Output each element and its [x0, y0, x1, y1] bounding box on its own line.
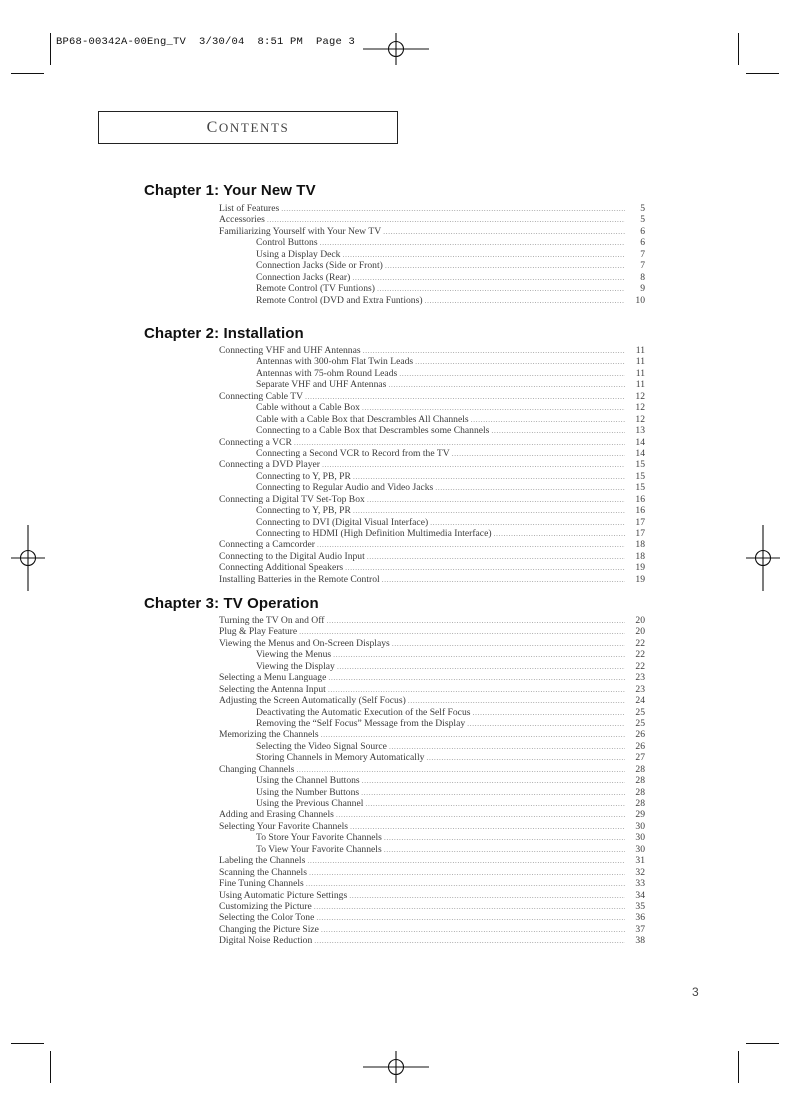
- chapter-3-entries: [219, 615, 645, 947]
- toc-entry-label: Cable without a Cable Box: [219, 402, 362, 413]
- toc-entry-label: Remote Control (TV Funtions): [219, 283, 377, 294]
- dot-leader: [435, 482, 625, 493]
- toc-entry-label: Installing Batteries in the Remote Control: [219, 573, 380, 585]
- dot-leader: [314, 935, 625, 946]
- toc-entry-page: 35: [635, 900, 645, 912]
- dot-leader: [365, 798, 625, 809]
- chapter-heading: Chapter 2: Installation: [144, 325, 304, 342]
- toc-entry-label: Connection Jacks (Rear): [219, 272, 352, 283]
- toc-entry-label: Selecting the Video Signal Source: [219, 741, 389, 752]
- dot-leader: [494, 528, 625, 539]
- dot-leader: [384, 844, 625, 855]
- dot-leader: [296, 764, 625, 775]
- crop-mark-top-left-horizontal: [11, 73, 44, 74]
- dot-leader: [377, 283, 625, 294]
- toc-entry-page: 34: [635, 889, 645, 901]
- dot-leader: [294, 437, 625, 448]
- dot-leader: [349, 890, 625, 901]
- toc-entry[interactable]: [219, 901, 645, 912]
- toc-entry-page: 17: [635, 528, 645, 539]
- toc-entry-label: Connecting to HDMI (High Definition Multimedia Interface): [219, 528, 494, 539]
- toc-entry-label: Using a Display Deck: [219, 249, 342, 260]
- toc-entry[interactable]: [219, 649, 645, 660]
- toc-entry-page: 36: [635, 912, 645, 924]
- crop-mark-bottom-right-horizontal: [746, 1043, 779, 1044]
- toc-entry-page: 6: [640, 225, 645, 237]
- toc-entry-label: Connecting Cable TV: [219, 390, 304, 402]
- toc-entry[interactable]: [219, 832, 645, 843]
- dot-leader: [452, 448, 625, 459]
- dot-leader: [326, 615, 625, 626]
- toc-entry[interactable]: [219, 718, 645, 729]
- dot-leader: [399, 368, 625, 379]
- dot-leader: [389, 741, 625, 752]
- toc-entry-label: Connecting VHF and UHF Antennas: [219, 345, 361, 356]
- toc-entry-page: 5: [640, 203, 645, 214]
- toc-entry-label: Connecting a Second VCR to Record from the TV: [219, 448, 452, 459]
- toc-entry[interactable]: [219, 924, 645, 935]
- dot-leader: [384, 832, 625, 843]
- toc-entry-page: 17: [635, 516, 645, 528]
- crop-mark-bottom-right-vertical: [738, 1051, 739, 1083]
- dot-leader: [306, 878, 625, 889]
- toc-entry[interactable]: [219, 448, 645, 459]
- dot-leader: [320, 237, 625, 248]
- toc-entry[interactable]: [219, 249, 645, 260]
- toc-entry[interactable]: [219, 402, 645, 413]
- toc-entry-label: Connecting a Camcorder: [219, 539, 315, 551]
- toc-entry[interactable]: [219, 551, 645, 562]
- toc-entry[interactable]: [219, 272, 645, 283]
- contents-title-box: [98, 111, 398, 144]
- toc-entry-label: Fine Tuning Channels: [219, 878, 304, 890]
- toc-entry[interactable]: [219, 414, 645, 425]
- dot-leader: [392, 638, 625, 649]
- toc-entry-page: 30: [635, 832, 645, 844]
- registration-mark-top-icon: [363, 30, 429, 68]
- dot-leader: [328, 672, 625, 683]
- dot-leader: [322, 459, 625, 470]
- toc-entry[interactable]: [219, 935, 645, 946]
- toc-entry-label: Selecting the Color Tone: [219, 912, 315, 924]
- toc-entry-label: Accessories: [219, 214, 265, 226]
- crop-mark-bottom-left-vertical: [50, 1051, 51, 1083]
- dot-leader: [307, 855, 625, 866]
- toc-entry-label: Connecting to Regular Audio and Video Jacks: [219, 482, 435, 493]
- toc-entry-label: Plug & Play Feature: [219, 626, 298, 638]
- toc-entry-page: 23: [635, 683, 645, 695]
- dot-leader: [281, 203, 625, 214]
- toc-entry[interactable]: [219, 437, 645, 448]
- toc-entry-label: Adjusting the Screen Automatically (Self Focus): [219, 695, 406, 707]
- toc-entry[interactable]: [219, 844, 645, 855]
- dot-leader: [321, 924, 625, 935]
- toc-entry-label: Connecting to DVI (Digital Visual Interface): [219, 517, 430, 528]
- contents-title: CONTENTS: [206, 118, 290, 136]
- toc-entry-page: 23: [635, 672, 645, 684]
- toc-entry-label: Deactivating the Automatic Execution of the Self Focus: [219, 707, 472, 718]
- toc-entry-label: Connecting a Digital TV Set-Top Box: [219, 493, 365, 505]
- dot-leader: [352, 272, 625, 283]
- toc-entry-label: Remote Control (DVD and Extra Funtions): [219, 295, 425, 306]
- chapter-2-entries: [219, 345, 645, 585]
- toc-entry-label: Connecting a DVD Player: [219, 459, 320, 471]
- toc-entry-label: Scanning the Channels: [219, 866, 307, 878]
- toc-entry[interactable]: [219, 729, 645, 740]
- dot-leader: [426, 752, 625, 763]
- toc-entry-page: 28: [635, 798, 645, 809]
- dot-leader: [321, 729, 625, 740]
- toc-entry-label: Adding and Erasing Channels: [219, 809, 334, 821]
- toc-entry-page: 25: [635, 706, 645, 718]
- toc-entry-page: 28: [635, 786, 645, 798]
- toc-entry-page: 15: [635, 482, 645, 494]
- toc-entry-label: Removing the “Self Focus” Message from the Display: [219, 718, 467, 729]
- toc-entry-page: 24: [635, 695, 645, 707]
- dot-leader: [342, 249, 625, 260]
- print-slug: BP68-00342A-00Eng_TV 3/30/04 8:51 PM Page 3: [56, 36, 356, 48]
- toc-entry-label: Using the Number Buttons: [219, 787, 361, 798]
- dot-leader: [415, 356, 625, 367]
- toc-entry-page: 38: [635, 935, 645, 947]
- toc-entry-page: 10: [635, 294, 645, 306]
- toc-entry-page: 25: [635, 717, 645, 729]
- toc-entry[interactable]: [219, 707, 645, 718]
- toc-entry[interactable]: [219, 260, 645, 271]
- page-number: 3: [692, 985, 699, 999]
- toc-entry-label: Control Buttons: [219, 237, 320, 248]
- toc-entry[interactable]: [219, 539, 645, 550]
- toc-entry[interactable]: [219, 391, 645, 402]
- toc-entry-page: 8: [640, 271, 645, 283]
- toc-entry-page: 19: [635, 573, 645, 585]
- dot-leader: [385, 260, 625, 271]
- toc-entry-label: Separate VHF and UHF Antennas: [219, 379, 388, 390]
- toc-entry[interactable]: [219, 471, 645, 482]
- toc-entry-label: Viewing the Menus: [219, 649, 333, 660]
- dot-leader: [363, 345, 625, 356]
- toc-entry-page: 11: [635, 379, 645, 391]
- dot-leader: [314, 901, 625, 912]
- toc-entry-label: Changing the Picture Size: [219, 923, 319, 935]
- toc-entry-page: 19: [635, 562, 645, 574]
- dot-leader: [471, 414, 625, 425]
- dot-leader: [408, 695, 625, 706]
- toc-entry[interactable]: [219, 459, 645, 470]
- toc-entry-page: 28: [635, 775, 645, 787]
- toc-entry-label: Using Automatic Picture Settings: [219, 889, 348, 901]
- toc-entry-page: 27: [635, 752, 645, 764]
- toc-entry-label: Connecting to a Cable Box that Descrambles some Channels: [219, 425, 491, 436]
- dot-leader: [345, 562, 625, 573]
- dot-leader: [491, 425, 625, 436]
- toc-entry[interactable]: [219, 562, 645, 573]
- toc-entry-page: 26: [635, 740, 645, 752]
- toc-entry[interactable]: [219, 638, 645, 649]
- toc-entry-label: List of Features: [219, 203, 280, 214]
- toc-entry-page: 16: [635, 505, 645, 517]
- dot-leader: [305, 391, 625, 402]
- toc-entry[interactable]: [219, 295, 645, 306]
- toc-entry-page: 30: [635, 820, 645, 832]
- dot-leader: [382, 574, 625, 585]
- toc-entry[interactable]: [219, 890, 645, 901]
- dot-leader: [299, 626, 625, 637]
- toc-entry-label: To View Your Favorite Channels: [219, 844, 384, 855]
- toc-entry-page: 18: [635, 539, 645, 551]
- toc-entry-label: Cable with a Cable Box that Descrambles All Channels: [219, 414, 471, 425]
- dot-leader: [367, 494, 625, 505]
- crop-mark-top-right-horizontal: [746, 73, 779, 74]
- toc-entry-page: 6: [640, 237, 645, 249]
- crop-mark-top-right-vertical: [738, 33, 739, 65]
- dot-leader: [353, 505, 625, 516]
- toc-entry[interactable]: [219, 809, 645, 820]
- toc-entry-page: 12: [635, 413, 645, 425]
- toc-entry[interactable]: [219, 283, 645, 294]
- toc-entry-label: Using the Channel Buttons: [219, 775, 362, 786]
- dot-leader: [361, 787, 625, 798]
- toc-entry-page: 7: [640, 260, 645, 272]
- toc-entry-page: 14: [635, 447, 645, 459]
- toc-entry[interactable]: [219, 226, 645, 237]
- toc-entry-label: Connection Jacks (Side or Front): [219, 260, 385, 271]
- toc-entry[interactable]: [219, 517, 645, 528]
- toc-entry-label: Familiarizing Yourself with Your New TV: [219, 225, 382, 237]
- toc-entry[interactable]: [219, 912, 645, 923]
- toc-entry-label: Selecting a Menu Language: [219, 672, 327, 684]
- dot-leader: [362, 775, 625, 786]
- chapter-heading: Chapter 1: Your New TV: [144, 182, 316, 199]
- dot-leader: [388, 379, 625, 390]
- toc-entry[interactable]: [219, 574, 645, 585]
- toc-entry-page: 16: [635, 493, 645, 505]
- toc-entry[interactable]: [219, 505, 645, 516]
- toc-entry[interactable]: [219, 626, 645, 637]
- toc-entry-label: Viewing the Display: [219, 661, 337, 672]
- toc-entry-page: 9: [640, 283, 645, 295]
- toc-entry-label: Antennas with 75-ohm Round Leads: [219, 368, 399, 379]
- toc-entry[interactable]: [219, 368, 645, 379]
- toc-entry[interactable]: [219, 684, 645, 695]
- toc-entry-page: 20: [635, 626, 645, 638]
- toc-entry-page: 14: [635, 436, 645, 448]
- toc-entry-page: 33: [635, 878, 645, 890]
- toc-entry[interactable]: [219, 237, 645, 248]
- toc-entry-page: 20: [635, 615, 645, 626]
- toc-entry-page: 29: [635, 809, 645, 821]
- chapter-heading: Chapter 3: TV Operation: [144, 595, 319, 612]
- toc-entry[interactable]: [219, 867, 645, 878]
- toc-entry[interactable]: [219, 798, 645, 809]
- toc-entry-page: 12: [635, 390, 645, 402]
- toc-entry-label: To Store Your Favorite Channels: [219, 832, 384, 843]
- toc-entry-label: Selecting the Antenna Input: [219, 683, 326, 695]
- toc-entry-label: Turning the TV On and Off: [219, 615, 325, 626]
- toc-entry[interactable]: [219, 494, 645, 505]
- toc-entry-page: 26: [635, 729, 645, 741]
- dot-leader: [337, 661, 625, 672]
- dot-leader: [309, 867, 625, 878]
- toc-entry-label: Connecting to Y, PB, PR: [219, 505, 353, 516]
- dot-leader: [383, 226, 625, 237]
- toc-entry[interactable]: [219, 821, 645, 832]
- dot-leader: [472, 707, 625, 718]
- toc-entry-page: 11: [635, 345, 645, 356]
- toc-entry-label: Memorizing the Channels: [219, 729, 319, 741]
- toc-entry[interactable]: [219, 379, 645, 390]
- toc-entry-page: 22: [635, 660, 645, 672]
- dot-leader: [430, 517, 625, 528]
- registration-mark-right-icon: [745, 525, 781, 591]
- toc-entry[interactable]: [219, 615, 645, 626]
- toc-entry-label: Connecting to the Digital Audio Input: [219, 550, 365, 562]
- toc-entry-page: 18: [635, 550, 645, 562]
- toc-entry-label: Viewing the Menus and On-Screen Displays: [219, 637, 390, 649]
- toc-entry[interactable]: [219, 482, 645, 493]
- toc-entry-label: Selecting Your Favorite Channels: [219, 820, 348, 832]
- toc-entry[interactable]: [219, 661, 645, 672]
- toc-entry-page: 13: [635, 425, 645, 437]
- toc-entry[interactable]: [219, 345, 645, 356]
- toc-entry[interactable]: [219, 356, 645, 367]
- dot-leader: [362, 402, 625, 413]
- dot-leader: [367, 551, 625, 562]
- toc-entry-page: 22: [635, 637, 645, 649]
- dot-leader: [425, 295, 625, 306]
- crop-mark-top-left-vertical: [50, 33, 51, 65]
- toc-entry-page: 7: [640, 248, 645, 260]
- chapter-1-entries: [219, 203, 645, 306]
- dot-leader: [336, 809, 625, 820]
- toc-entry-label: Connecting to Y, PB, PR: [219, 471, 353, 482]
- toc-entry[interactable]: [219, 425, 645, 436]
- toc-entry-label: Labeling the Channels: [219, 855, 306, 867]
- toc-entry[interactable]: [219, 741, 645, 752]
- toc-entry-page: 32: [635, 866, 645, 878]
- registration-mark-bottom-icon: [363, 1048, 429, 1086]
- toc-entry[interactable]: [219, 528, 645, 539]
- crop-mark-bottom-left-horizontal: [11, 1043, 44, 1044]
- dot-leader: [467, 718, 625, 729]
- toc-entry-label: Antennas with 300-ohm Flat Twin Leads: [219, 356, 415, 367]
- toc-entry[interactable]: [219, 855, 645, 866]
- toc-entry-label: Connecting Additional Speakers: [219, 562, 344, 574]
- toc-entry-label: Using the Previous Channel: [219, 798, 365, 809]
- toc-entry-label: Storing Channels in Memory Automatically: [219, 752, 426, 763]
- toc-entry-label: Connecting a VCR: [219, 436, 292, 448]
- dot-leader: [328, 684, 625, 695]
- toc-entry-page: 31: [635, 855, 645, 867]
- toc-entry[interactable]: [219, 787, 645, 798]
- dot-leader: [317, 539, 625, 550]
- toc-entry[interactable]: [219, 752, 645, 763]
- dot-leader: [350, 821, 625, 832]
- dot-leader: [353, 471, 625, 482]
- toc-entry-page: 30: [635, 843, 645, 855]
- dot-leader: [316, 912, 625, 923]
- toc-entry-page: 5: [640, 214, 645, 226]
- toc-entry[interactable]: [219, 878, 645, 889]
- registration-mark-left-icon: [10, 525, 46, 591]
- toc-entry-page: 37: [635, 923, 645, 935]
- toc-entry-page: 15: [635, 470, 645, 482]
- toc-entry-page: 12: [635, 402, 645, 414]
- toc-entry[interactable]: [219, 695, 645, 706]
- toc-entry-page: 11: [635, 356, 645, 368]
- toc-entry-page: 15: [635, 459, 645, 471]
- toc-entry[interactable]: [219, 203, 645, 214]
- toc-entry-page: 28: [635, 763, 645, 775]
- toc-entry-page: 11: [635, 367, 645, 379]
- toc-entry-page: 22: [635, 649, 645, 661]
- dot-leader: [333, 649, 625, 660]
- toc-entry[interactable]: [219, 775, 645, 786]
- toc-entry[interactable]: [219, 764, 645, 775]
- toc-entry[interactable]: [219, 672, 645, 683]
- toc-entry[interactable]: [219, 214, 645, 225]
- toc-entry-label: Changing Channels: [219, 763, 295, 775]
- toc-entry-label: Digital Noise Reduction: [219, 935, 313, 947]
- toc-entry-label: Customizing the Picture: [219, 900, 312, 912]
- dot-leader: [267, 214, 625, 225]
